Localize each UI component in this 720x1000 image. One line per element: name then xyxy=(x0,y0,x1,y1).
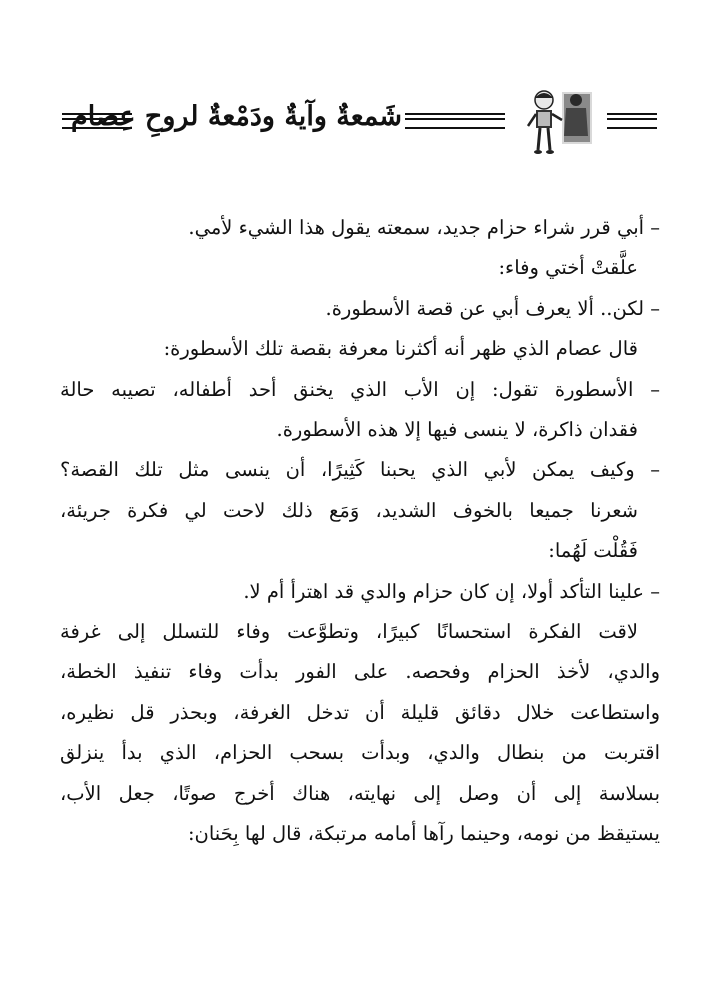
page-header xyxy=(0,82,720,162)
text-line: بسلاسة إلى أن وصل إلى نهايته، هناك أخرج صوتًا، جعل الأب، xyxy=(60,781,660,805)
decorative-rule-left xyxy=(62,113,132,129)
text-line: – الأسطورة تقول: إن الأب الذي يخنق أحد أطفاله، تصيبه حالة xyxy=(60,377,660,401)
text-line: اقتربت من بنطال والدي، وبدأت بسحب الحزام، الذي بدأ ينزلق xyxy=(60,741,660,765)
text-line: واستطاعت خلال دقائق قليلة أن تدخل الغرفة، وبحذر قل نظيره، xyxy=(60,700,660,724)
text-line: فَقُلْت لَهُما: xyxy=(548,539,638,563)
text-line: – علينا التأكد أولا، إن كان حزام والدي قد اهترأ أم لا. xyxy=(243,579,660,603)
chapter-illustration xyxy=(518,86,600,158)
text-line: فقدان ذاكرة، لا ينسى فيها إلا هذه الأسطورة. xyxy=(276,418,638,442)
text-line: – وكيف يمكن لأبي الذي يحبنا كَثِيرًا، أن ينسى مثل تلك القصة؟ xyxy=(60,458,660,482)
text-line: قال عصام الذي ظهر أنه أكثرنا معرفة بقصة تلك الأسطورة: xyxy=(163,337,638,361)
text-line: لاقت الفكرة استحسانًا كبيرًا، وتطوَّعت وفاء للتسلل إلى غرفة xyxy=(60,620,638,644)
text-line: – لكن.. ألا يعرف أبي عن قصة الأسطورة. xyxy=(325,296,660,320)
text-line: شعرنا جميعا بالخوف الشديد، وَمَع ذلك لاحت لي فكرة جريئة، xyxy=(60,498,638,522)
decorative-rule-right xyxy=(607,113,657,129)
story-text xyxy=(60,208,660,855)
chapter-title: شَمعةٌ وآيةٌ ودَمْعةٌ لروحِ عِصام xyxy=(71,101,402,132)
decorative-rule-middle xyxy=(405,113,505,129)
text-line: والدي، لأخذ الحزام وفحصه. على الفور بدأت وفاء تنفيذ الخطة، xyxy=(60,660,660,684)
text-line: يستيقظ من نومه، وحينما رآها أمامه مرتبكة، قال لها بِحَنان: xyxy=(187,822,660,846)
text-line: – أبي قرر شراء حزام جديد، سمعته يقول هذا الشيء لأمي. xyxy=(188,216,660,239)
text-line: علَّقتْ أختي وفاء: xyxy=(498,256,638,280)
